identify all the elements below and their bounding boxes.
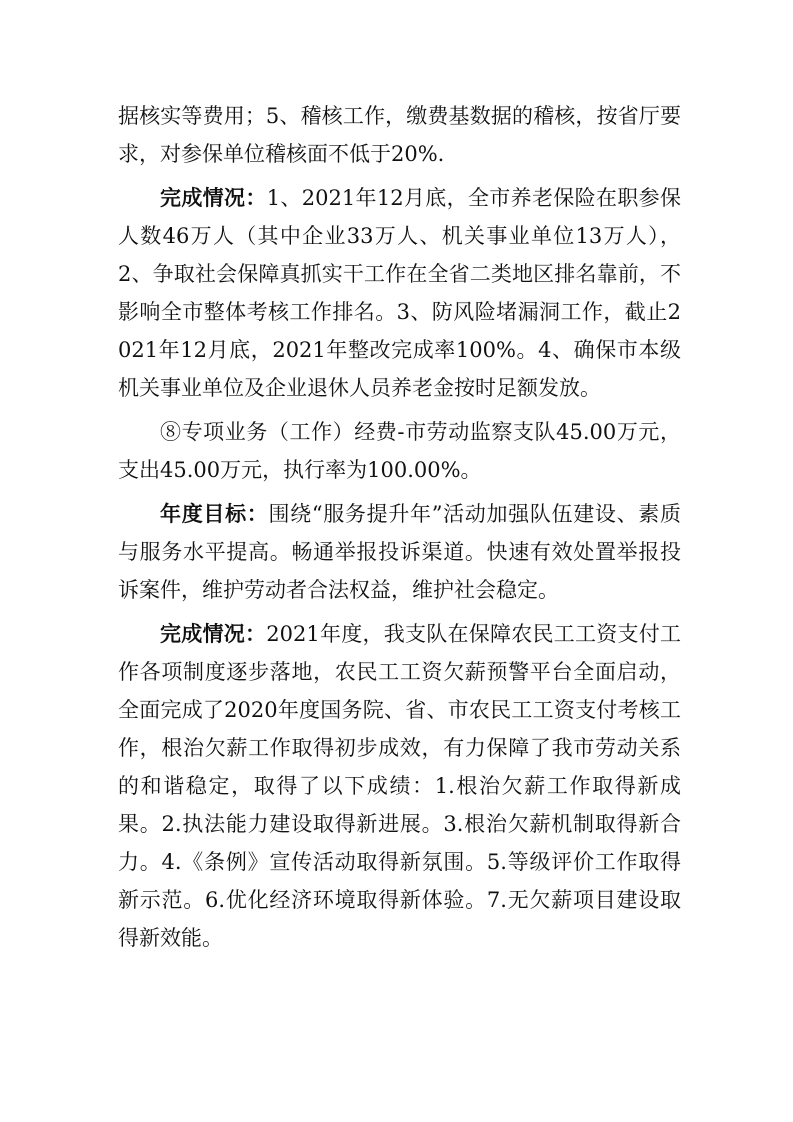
paragraph-audit-requirement xyxy=(118,97,681,173)
paragraph-completion-pension xyxy=(118,179,681,407)
paragraph-special-funds xyxy=(118,413,681,489)
paragraph-label: 完成情况： xyxy=(160,185,267,210)
paragraph-text: 据核实等费用；5、稽核工作，缴费基数据的稽核，按省厅要求，对参保单位稽核面不低于20%. xyxy=(118,104,681,166)
paragraph-text: 围绕“服务提升年”活动加强队伍建设、素质与服务水平提高。畅通举报投诉渠道。快速有效处置举报投诉案件，维护劳动者合法权益，维护社会稳定。 xyxy=(118,502,681,602)
paragraph-label: 年度目标： xyxy=(160,501,269,526)
paragraph-text: ⑧专项业务（工作）经费-市劳动监察支队45.00万元，支出45.00万元，执行率为100.00%。 xyxy=(118,420,681,482)
paragraph-completion-labor xyxy=(118,615,681,957)
paragraph-label: 完成情况： xyxy=(160,621,267,646)
paragraph-annual-goal xyxy=(118,495,681,609)
paragraph-text: 1、2021年12月底，全市养老保险在职参保人数46万人（其中企业33万人、机关事业单位13万人），2、争取社会保障真抓实干工作在全省二类地区排名靠前，不影响全市整体考核工作排名。3、防风险堵漏洞工作，截止2021年12月底，2021年整改完成率100%。4、确保市本级机关事业单位及企业退休人员养老金按时足额发放。 xyxy=(118,186,681,400)
paragraph-text: 2021年度，我支队在保障农民工工资支付工作各项制度逐步落地，农民工工资欠薪预警平台全面启动，全面完成了2020年度国务院、省、市农民工工资支付考核工作，根治欠薪工作取得初步成效，有力保障了我市劳动关系的和谐稳定，取得了以下成绩：1.根治欠薪工作取得新成果。2.执法能力建设取得新进展。3.根治欠薪机制取得新合力。4.《条例》宣传活动取得新氛围。5.等级评价工作取得新示范。6.优化经济环境取得新体验。7.无欠薪项目建设取得新效能。 xyxy=(118,622,681,950)
